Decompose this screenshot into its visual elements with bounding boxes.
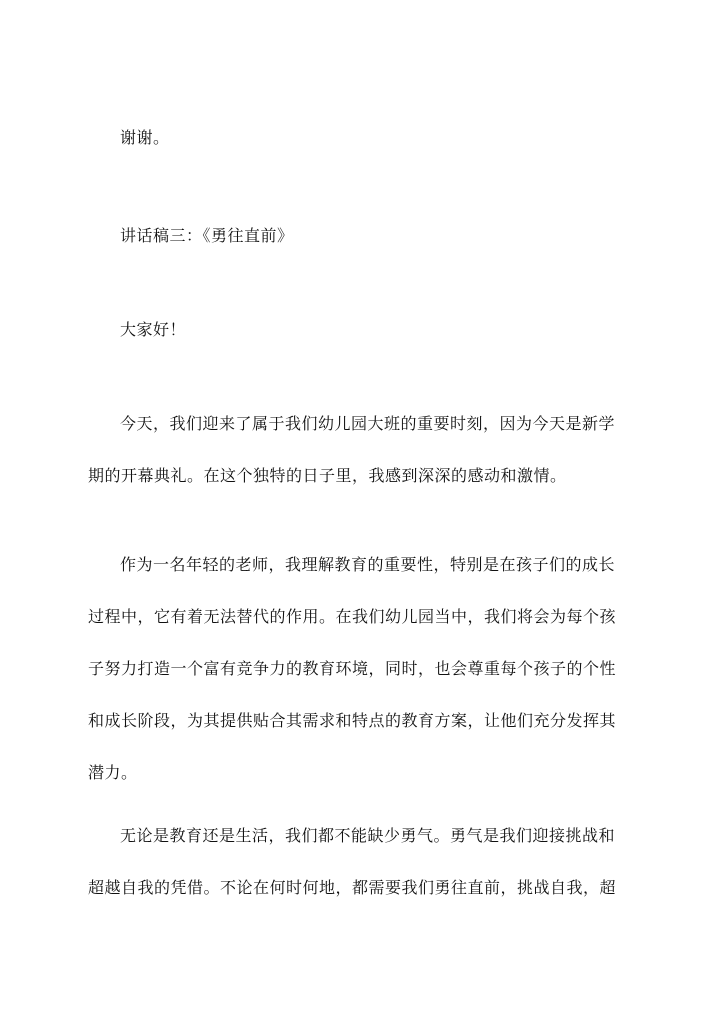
paragraph-line: 今天，我们迎来了属于我们幼儿园大班的重要时刻，因为今天是新学 — [120, 414, 616, 433]
paragraph-line: 作为一名年轻的老师，我理解教育的重要性，特别是在孩子们的成长 — [120, 555, 616, 574]
paragraph-line: 子努力打造一个富有竞争力的教育环境，同时，也会尊重每个孩子的个性 — [88, 659, 617, 678]
paragraph-line: 无论是教育还是生活，我们都不能缺少勇气。勇气是我们迎接挑战和 — [120, 826, 616, 845]
paragraph-line: 和成长阶段，为其提供贴合其需求和特点的教育方案，让他们充分发挥其 — [88, 711, 617, 730]
paragraph-line: 谢谢。 — [120, 128, 170, 147]
paragraph-education — [88, 555, 632, 783]
paragraph-courage — [88, 826, 632, 898]
speech-title — [88, 226, 632, 246]
paragraph-line: 潜力。 — [88, 763, 138, 782]
paragraph-line: 超越自我的凭借。不论在何时何地，都需要我们勇往直前，挑战自我，超 — [88, 878, 617, 897]
paragraph-opening — [88, 414, 632, 486]
paragraph-line: 期的开幕典礼。在这个独特的日子里，我感到深深的感动和激情。 — [88, 466, 567, 485]
paragraph-line: 讲话稿三：《勇往直前》 — [120, 226, 294, 245]
paragraph-line: 过程中，它有着无法替代的作用。在我们幼儿园当中，我们将会为每个孩 — [88, 607, 617, 626]
paragraph-thanks — [88, 128, 632, 148]
paragraph-greeting — [88, 320, 632, 340]
paragraph-line: 大家好！ — [120, 320, 187, 339]
